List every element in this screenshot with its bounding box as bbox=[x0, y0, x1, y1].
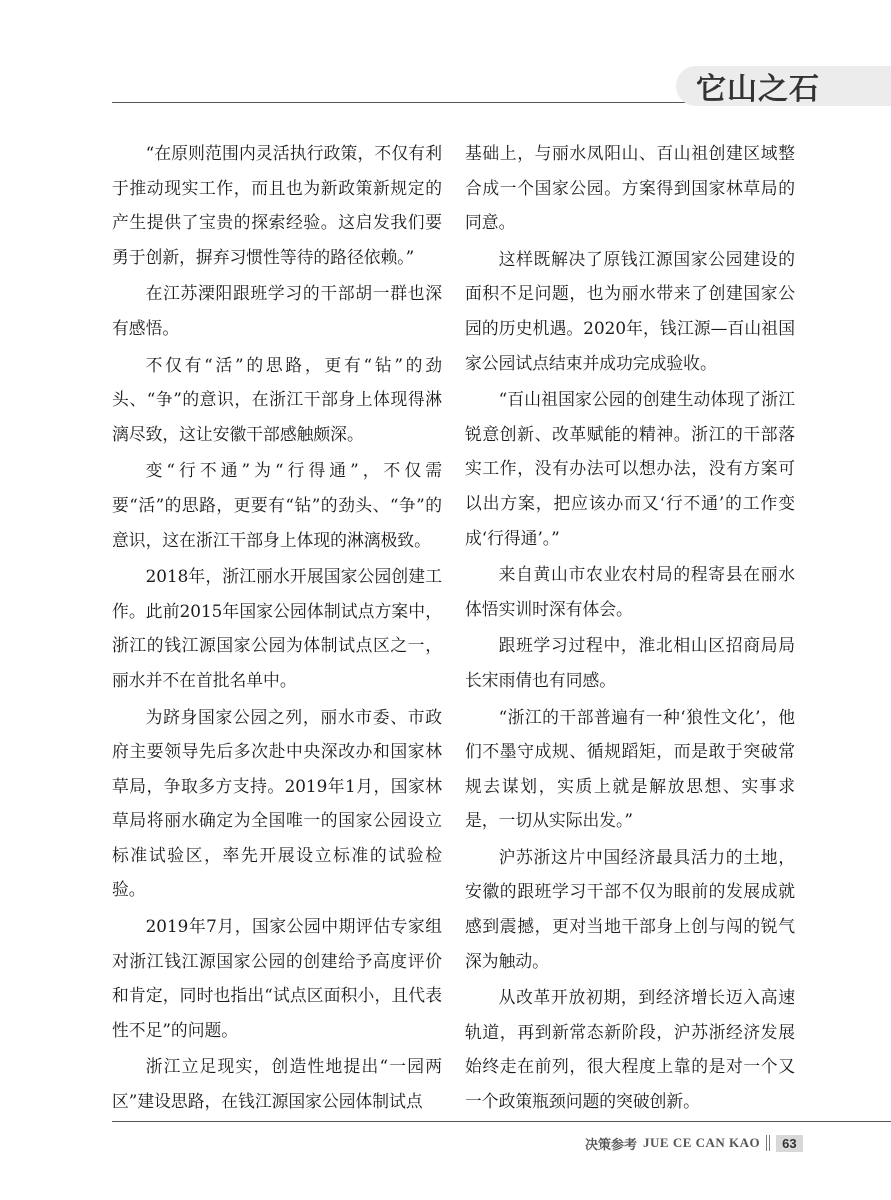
paragraph: “浙江的干部普遍有一种‘狼性文化’，他们不墨守成规、循规蹈矩，而是敢于突破常规去谋划，实质上就是解放思想、实事求是，一切从实际出发。” bbox=[465, 706, 795, 831]
paragraph: 变“行不通”为“行得通”，不仅需要“活”的思路，更要有“钻”的劲头、“争”的意识，这在浙江干部身上体现的淋漓极致。 bbox=[112, 460, 442, 550]
paragraph: 沪苏浙这片中国经济最具活力的土地，安徽的跟班学习干部不仅为眼前的发展成就感到震撼，更对当地干部身上创与闯的锐气深为触动。 bbox=[465, 846, 795, 971]
paragraph: 来自黄山市农业农村局的程寄县在丽水体悟实训时深有体会。 bbox=[465, 564, 795, 619]
section-tag bbox=[676, 66, 891, 106]
footer-separator bbox=[766, 1135, 770, 1151]
paragraph: 跟班学习过程中，淮北相山区招商局局长宋雨倩也有同感。 bbox=[465, 635, 795, 690]
page-footer bbox=[585, 1131, 803, 1155]
paragraph-continued: 基础上，与丽水凤阳山、百山祖创建区域整合成一个国家公园。方案得到国家林草局的同意。 bbox=[465, 143, 795, 233]
article-column-left bbox=[112, 136, 442, 1121]
paragraph: “百山祖国家公园的创建生动体现了浙江锐意创新、改革赋能的精神。浙江的干部落实工作，没有办法可以想办法，没有方案可以出方案，把应该办而又‘行不通’的工作变成‘行得通’。” bbox=[465, 389, 795, 548]
paragraph: “在原则范围内灵活执行政策，不仅有利于推动现实工作，而且也为新政策新规定的产生提供了宝贵的探索经验。这启发我们要勇于创新，摒弃习惯性等待的路径依赖。” bbox=[112, 143, 442, 267]
magazine-name-cn: 决策参考 bbox=[585, 1137, 638, 1153]
magazine-name-en: JUE CE CAN KAO bbox=[643, 1135, 761, 1150]
paragraph: 2018年，浙江丽水开展国家公园创建工作。此前2015年国家公园体制试点方案中，浙江的钱江源国家公园为体制试点区之一，丽水并不在首批名单中。 bbox=[112, 566, 442, 690]
page-number: 63 bbox=[776, 1135, 802, 1152]
paragraph: 这样既解决了原钱江源国家公园建设的面积不足问题，也为丽水带来了创建国家公园的历史机遇。2020年，钱江源—百山祖国家公园试点结束并成功完成验收。 bbox=[465, 248, 795, 373]
paragraph: 为跻身国家公园之列，丽水市委、市政府主要领导先后多次赴中央深改办和国家林草局，争取多方支持。2019年1月，国家林草局将丽水确定为全国唯一的国家公园设立标准试验区，率先开展设立标准的试验检验。 bbox=[112, 706, 442, 900]
section-title: 它山之石 bbox=[696, 72, 820, 107]
footer-rule bbox=[112, 1121, 891, 1122]
paragraph: 从改革开放初期，到经济增长迈入高速轨道，再到新常态新阶段，沪苏浙经济发展始终走在前列，很大程度上靠的是对一个又一个政策瓶颈问题的突破创新。 bbox=[465, 987, 795, 1112]
paragraph: 在江苏溧阳跟班学习的干部胡一群也深有感悟。 bbox=[112, 283, 442, 338]
paragraph: 不仅有“活”的思路，更有“钻”的劲头、“争”的意识，在浙江干部身上体现得淋漓尽致，这让安徽干部感触颇深。 bbox=[112, 354, 442, 444]
paragraph: 2019年7月，国家公园中期评估专家组对浙江钱江源国家公园的创建给予高度评价和肯定，同时也指出“试点区面积小，且代表性不足”的问题。 bbox=[112, 916, 442, 1040]
paragraph: 浙江立足现实，创造性地提出“一园两区”建设思路，在钱江源国家公园体制试点 bbox=[112, 1056, 442, 1112]
article-column-right bbox=[465, 136, 795, 1121]
